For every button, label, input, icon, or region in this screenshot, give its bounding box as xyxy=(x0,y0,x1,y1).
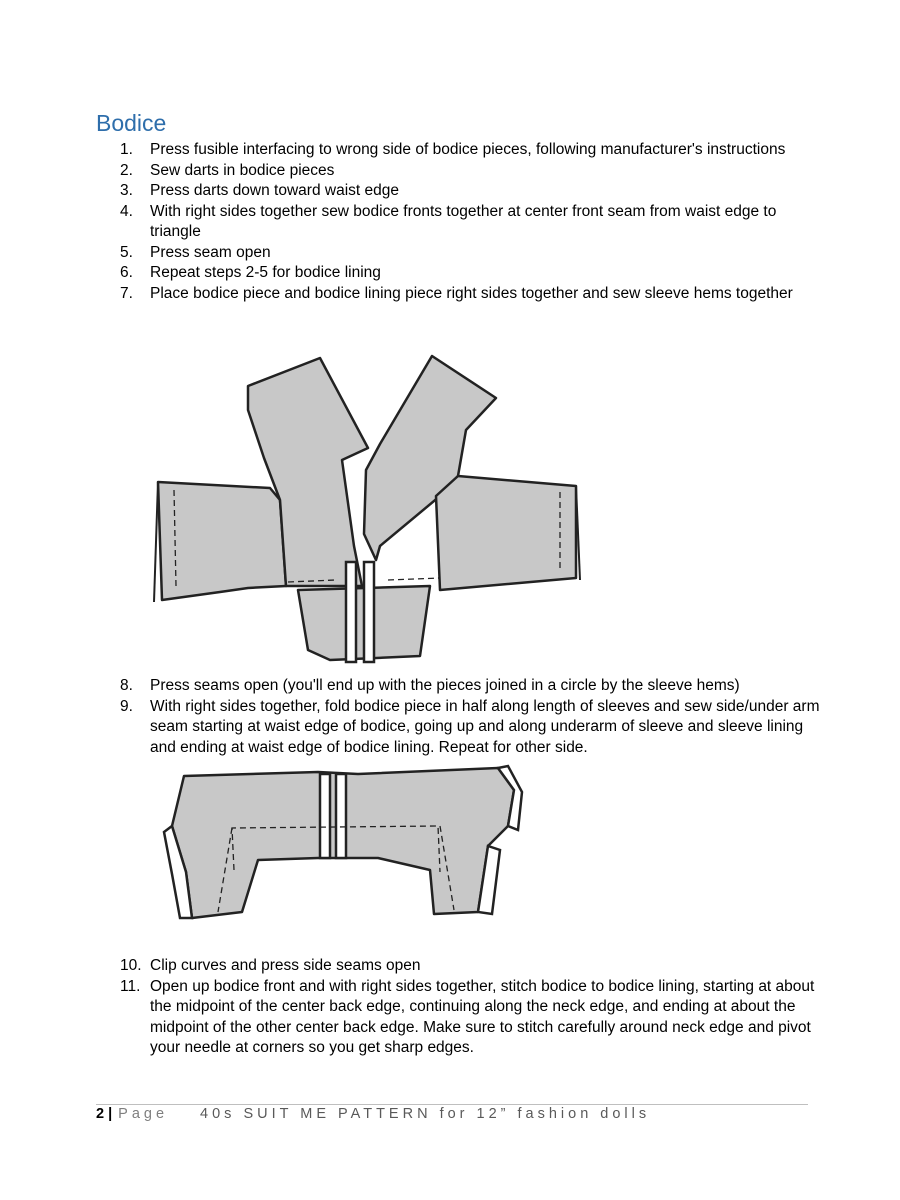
list-item xyxy=(120,697,820,759)
instruction-list-c xyxy=(120,956,820,1059)
step-text: Press seam open xyxy=(150,243,271,261)
instruction-list-a xyxy=(120,140,820,304)
step-text: With right sides together sew bodice fronts together at center front seam from waist edge to triangle xyxy=(150,202,777,240)
footer-separator: | xyxy=(108,1106,113,1122)
step-text: Press fusible interfacing to wrong side of bodice pieces, following manufacturer's instructions xyxy=(150,141,786,158)
step-number: 11. xyxy=(120,977,141,995)
instruction-list-b xyxy=(120,676,820,758)
step-text: Place bodice piece and bodice lining piece right sides together and sew sleeve hems together xyxy=(150,284,793,302)
bodice-sleeve-hems-illustration xyxy=(140,350,600,670)
step-number: 3. xyxy=(120,182,133,199)
section-title: Bodice xyxy=(96,110,167,136)
step-number: 7. xyxy=(120,284,133,302)
step-text: With right sides together, fold bodice piece in half along length of sleeves and sew side/under arm seam starting at waist edge of bodice, going up and along underarm of sleeve and sleeve lining and ending at waist edge of bodice lining. Repeat for other side. xyxy=(150,697,820,756)
step-number: 2. xyxy=(120,161,133,179)
list-item xyxy=(120,284,820,305)
list-item xyxy=(120,140,820,161)
step-text: Repeat steps 2-5 for bodice lining xyxy=(150,264,381,281)
step-text: Sew darts in bodice pieces xyxy=(150,161,335,179)
footer-rule xyxy=(96,1104,808,1105)
step-text: Clip curves and press side seams open xyxy=(150,957,421,974)
step-text: Press seams open (you'll end up with the pieces joined in a circle by the sleeve hems) xyxy=(150,677,740,694)
list-item xyxy=(120,161,820,182)
step-number: 9. xyxy=(120,697,133,715)
page-footer xyxy=(96,1106,650,1122)
step-number: 1. xyxy=(120,141,133,158)
bodice-side-seam-illustration xyxy=(158,762,538,932)
step-number: 10. xyxy=(120,957,142,974)
list-item xyxy=(120,202,820,243)
list-item xyxy=(120,181,820,202)
list-item xyxy=(120,243,820,264)
list-item xyxy=(120,263,820,284)
list-item xyxy=(120,977,820,1059)
step-number: 8. xyxy=(120,677,133,694)
list-item xyxy=(120,956,820,977)
step-number: 4. xyxy=(120,202,133,220)
page-label: Page xyxy=(118,1106,169,1122)
document-title: 40s SUIT ME PATTERN for 12” fashion dolls xyxy=(200,1106,651,1122)
step-number: 5. xyxy=(120,243,133,261)
list-item xyxy=(120,676,820,697)
page-number: 2 xyxy=(96,1106,105,1122)
step-text: Press darts down toward waist edge xyxy=(150,182,399,199)
step-text: Open up bodice front and with right sides together, stitch bodice to bodice lining, starting at about the midpoint of the center back edge, continuing along the neck edge, and ending at about the midpoint of the other center back edge. Make sure to stitch carefully around neck edge and pivot your needle at corners so you get sharp edges. xyxy=(150,977,815,1056)
step-number: 6. xyxy=(120,264,133,281)
